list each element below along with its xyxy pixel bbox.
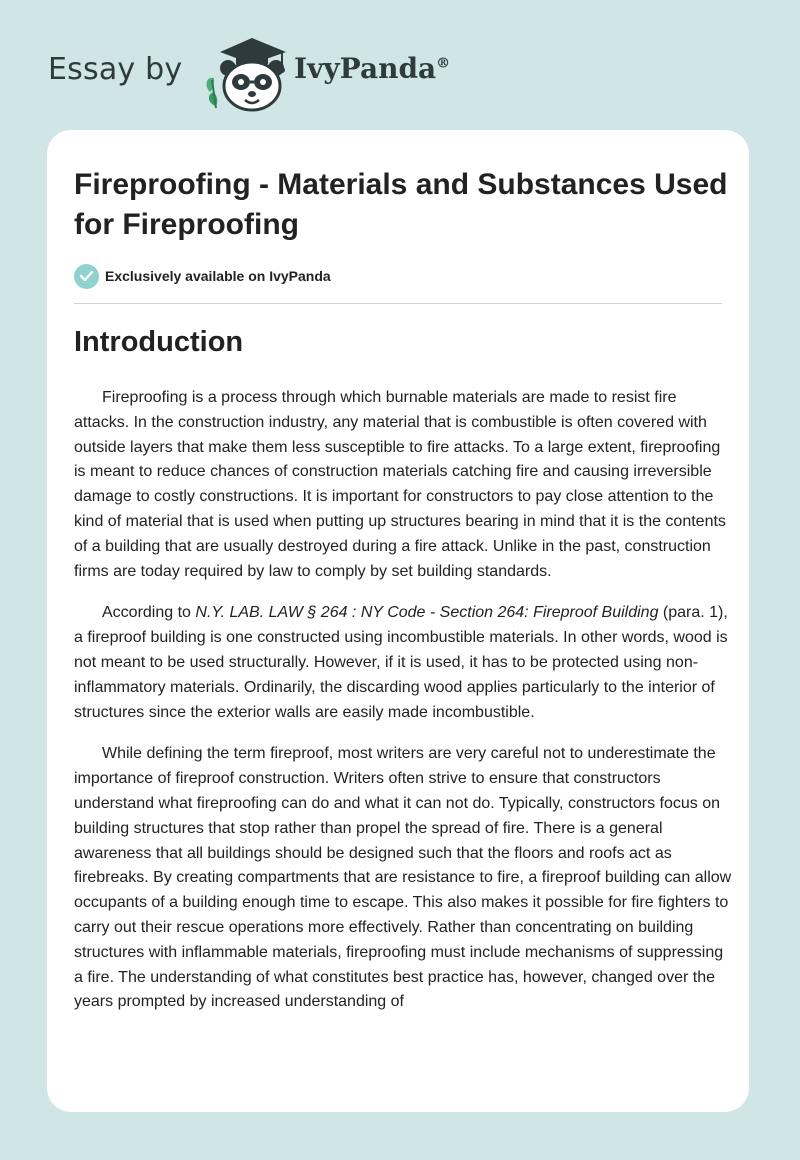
brand-name[interactable] xyxy=(294,52,450,85)
essay-title: Fireproofing - Materials and Substances Used for Fireproofing xyxy=(74,168,728,241)
title-divider xyxy=(74,303,722,304)
panda-logo-icon[interactable] xyxy=(200,32,292,112)
registered-mark: ® xyxy=(436,55,451,72)
paragraph-2-lead: According to xyxy=(102,604,196,622)
paragraph-3: While defining the term fireproof, most writers are very careful not to underestimate the importance of fireproof construction. Writers often strive to ensure that constructors understand what fireproofing can do and what it can not do. Typically, constructors focus on building structures that stop rather than propel the spread of fire. There is a general awareness that all buildings should be designed such that the floors and roofs act as firebreaks. By creating compartments that are resistance to fire, a fireproof building can allow occupants of a building enough time to escape. This also makes it possible for fire fighters to carry out their rescue operations more effectively. Rather than concentrating on building structures with inflammable materials, fireproofing must include mechanisms of suppressing a fire. The understanding of what constitutes best practice has, however, changed over the years prompted by increased understanding of xyxy=(74,745,732,1011)
exclusive-badge xyxy=(74,263,331,289)
essay-by-label: Essay by xyxy=(48,52,183,87)
exclusive-badge-label: Exclusively available on IvyPanda xyxy=(105,268,331,284)
paragraph-2-rest: (para. 1), a fireproof building is one constructed using incombustible materials. In other words, wood is not meant to be used structurally. However, if it is used, it has to be protected using non-inflammatory materials. Ordinarily, the discarding wood applies particularly to the interior of structures since the exterior walls are easily made incombustible. xyxy=(74,604,728,721)
paragraph-2 xyxy=(74,601,734,725)
site-header xyxy=(48,28,648,118)
essay-card xyxy=(47,130,749,1112)
law-citation: N.Y. LAB. LAW § 264 : NY Code - Section 264: Fireproof Building xyxy=(195,604,659,622)
section-heading: Introduction xyxy=(74,326,244,358)
paragraph-1: Fireproofing is a process through which burnable materials are made to resist fire attacks. In the construction industry, any material that is combustible is often covered with outside layers that make them less susceptible to fire attacks. To a large extent, fireproofing is meant to reduce chances of construction materials catching fire and causing irreversible damage to costly constructions. It is important for constructors to pay close attention to the kind of material that is used when putting up structures bearing in mind that it is the contents of a building that are usually destroyed during a fire attack. Unlike in the past, construction firms are today required by law to comply by set building standards. xyxy=(74,389,726,580)
check-icon xyxy=(74,264,99,289)
brand-text: IvyPanda xyxy=(294,52,437,85)
essay-body xyxy=(74,386,734,1032)
